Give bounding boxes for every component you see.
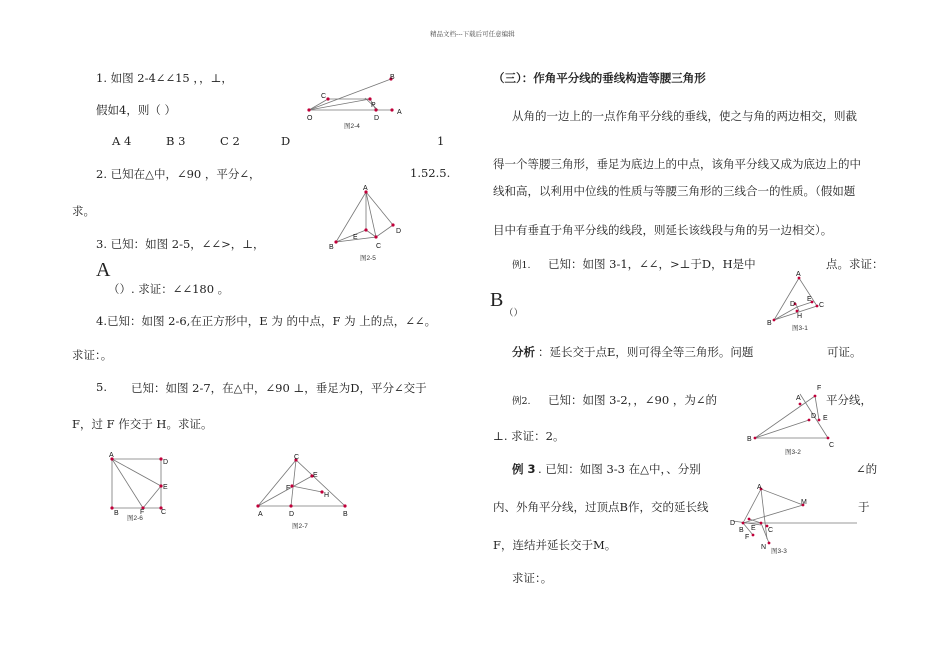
problem2-value: 1.52.5. [410, 166, 451, 180]
analysis-text: ：延长交于点E，则可得全等三角形。问题 [538, 345, 754, 359]
fig26-label-e: E [163, 484, 168, 491]
fig27-label-d: D [289, 511, 295, 518]
intro-line3: 线和高，以利用中位线的性质与等腰三角形的三线合一的性质。（假如题 [493, 184, 856, 198]
fig31-label-a: A [796, 271, 801, 278]
page-header: 精品文档---下载后可任意编辑 [430, 30, 515, 38]
fig31-label-h: H [797, 313, 803, 320]
fig27-caption: 图2-7 [292, 523, 308, 530]
fig32-label-a: A [796, 395, 801, 402]
figure-2-4 [300, 70, 410, 132]
fig27-label-e: E [313, 472, 318, 479]
intro-line1: 从角的一边上的一点作角平分线的垂线，使之与角的两边相交，则截 [512, 109, 857, 123]
fig31-label-b: B [767, 320, 772, 327]
analysis-tail: 可证。 [827, 345, 862, 359]
fig33-label-e: E [751, 525, 756, 532]
fig32-label-d: D [811, 413, 817, 420]
fig33-label-m: M [801, 499, 807, 506]
fig24-label-b: B [390, 74, 395, 81]
fig33-caption: 图3-3 [771, 548, 787, 555]
fig26-label-d: D [163, 459, 169, 466]
problem5-line2: F，过 F 作交于 H。求证。 [72, 417, 213, 431]
fig27-label-f: F [286, 485, 291, 492]
fig24-label-d: D [374, 115, 380, 122]
fig33-label-d: D [730, 520, 736, 527]
fig25-label-b: B [329, 244, 334, 251]
fig33-label-c: C [768, 527, 774, 534]
fig25-label-d: D [396, 228, 402, 235]
fig32-label-e: E [823, 415, 828, 422]
example1-tail: 点。求证： [826, 257, 884, 271]
example1-big-letter: B [490, 289, 504, 311]
problem4-line2: 求证：。 [72, 348, 113, 362]
problem1-option-b: B 3 [166, 134, 186, 148]
fig27-label-c: C [294, 454, 300, 461]
fig26-caption: 图2-6 [127, 515, 143, 522]
fig32-caption: 图3-2 [785, 449, 801, 456]
problem1-line1: 1. 如图 2-4∠∠15 ，，⊥， [96, 71, 233, 85]
fig32-label-f: F [817, 385, 822, 392]
example3-label: 例 3 [512, 462, 536, 476]
problem5-line1: 已知：如图 2-7，在△中，∠90 ⊥，垂足为D，平分∠交于 [131, 381, 427, 395]
problem1-option-c: C 2 [220, 134, 240, 148]
fig25-caption: 图2-5 [360, 255, 376, 262]
fig31-label-e: E [807, 296, 812, 303]
fig31-caption: 图3-1 [792, 325, 808, 332]
analysis-label: 分析 [512, 345, 535, 359]
figure-2-5 [325, 183, 410, 265]
problem1-option-d: D [281, 134, 291, 148]
fig26-label-b: B [114, 510, 119, 517]
fig27-label-h: H [324, 492, 330, 499]
example1-label: 例1. [512, 260, 531, 271]
fig24-label-p: P [371, 102, 376, 109]
figure-2-7 [250, 450, 355, 532]
fig31-label-c: C [819, 302, 825, 309]
problem1-option-a: A 4 [112, 134, 132, 148]
example2-text: 已知：如图 3-2，，∠90 ，为∠的 [548, 393, 717, 407]
figure-3-1 [762, 268, 832, 338]
example2-label: 例2. [512, 396, 531, 407]
example2-line2: ⊥. 求证：2。 [493, 429, 565, 443]
fig26-label-f: F [140, 509, 145, 516]
example3-line2: 内、外角平分线，过顶点B作，交的延长线 [493, 500, 709, 514]
figure-2-6 [105, 451, 175, 523]
fig33-label-f: F [745, 534, 750, 541]
fig24-label-a: A [397, 109, 402, 116]
example3-text: . 已知：如图 3-3 在△中，、分别 [538, 462, 701, 476]
fig25-label-a: A [363, 185, 368, 192]
section-title: （三）：作角平分线的垂线构造等腰三角形 [493, 71, 706, 85]
fig32-label-b: B [747, 436, 752, 443]
figure-3-3 [725, 481, 865, 559]
fig25-label-c: C [376, 243, 382, 250]
problem2-line1: 2. 已知在△中，∠90 ，平分∠， [96, 167, 261, 181]
fig24-caption: 图2-4 [344, 123, 360, 130]
fig24-label-o: O [307, 115, 313, 122]
fig25-label-e: E [353, 234, 358, 241]
problem3-big-letter: A [96, 259, 111, 281]
problem4-line1: 4.已知：如图 2-6,在正方形中，E 为 的中点，F 为 上的点，∠∠。 [96, 314, 437, 328]
fig33-label-a: A [757, 484, 762, 491]
problem2-line2: 求。 [72, 204, 95, 218]
fig33-label-n: N [761, 544, 767, 551]
fig24-label-c: C [321, 93, 327, 100]
fig26-label-a: A [109, 452, 114, 459]
fig31-label-d: D [790, 301, 796, 308]
intro-line2: 得一个等腰三角形，垂足为底边上的中点，该角平分线又成为底边上的中 [493, 157, 861, 171]
example1-paren: （） [504, 308, 524, 319]
problem1-option-d-value: 1 [437, 134, 445, 148]
fig26-label-c: C [161, 509, 167, 516]
example3-tail: ∠的 [856, 462, 878, 476]
problem3-line1: 3. 已知：如图 2-5，∠∠>，⊥， [96, 237, 265, 251]
intro-line4: 目中有垂直于角平分线的线段，则延长该线段与角的另一边相交）。 [493, 223, 833, 237]
fig27-label-a: A [258, 511, 263, 518]
example1-text: 已知：如图 3-1，∠∠，>⊥于D，H是中 [548, 257, 756, 271]
problem5-number: 5. [96, 380, 107, 394]
fig27-label-b: B [343, 511, 348, 518]
figure-3-2 [745, 380, 840, 462]
example3-tail2: 于 [858, 500, 870, 514]
example3-line3: F，连结并延长交于M。 [493, 538, 617, 552]
example3-line4: 求证：。 [512, 571, 553, 585]
problem3-line2: （）. 求证：∠∠180 。 [108, 282, 230, 296]
example2-tail: 平分线， [826, 393, 872, 407]
fig33-label-b: B [739, 527, 744, 534]
fig32-label-c: C [829, 442, 835, 449]
problem1-line2: 假如4，则（ ） [96, 103, 176, 117]
